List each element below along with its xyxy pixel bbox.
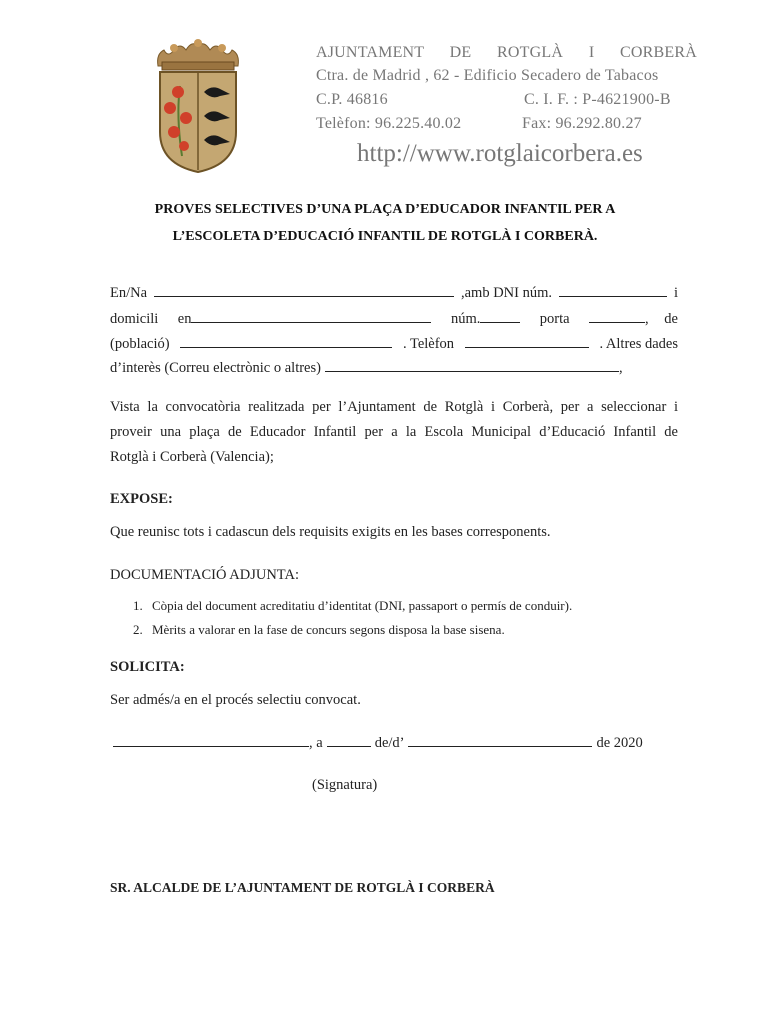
documents-heading: DOCUMENTACIÓ ADJUNTA: [110,567,299,583]
intro-line-3: Rotglà i Corberà (Valencia); [110,449,274,465]
date-a-label: , a [309,735,323,751]
intro-line-1: Vista la convocatòria realitzada per l’Ajuntament de Rotglà i Corberà, per a seleccionar i [110,399,678,415]
signature-label: (Signatura) [312,777,378,793]
contact-comma: , [618,360,623,376]
door-field[interactable] [589,310,645,323]
interest-label: d’interès (Correu electrònic o altres) [110,360,321,376]
in-label: en [177,311,192,327]
addressee: SR. ALCALDE DE L’AJUNTAMENT DE ROTGLÀ I CORBERÀ [110,880,495,895]
date-row [113,734,643,752]
crown-icon [158,39,239,70]
door-label: porta [539,311,570,327]
street-field[interactable] [191,310,431,323]
intro-line-2: proveir una plaça de Educador Infantil per a la Escola Municipal d’Educació Infantil de [110,424,678,440]
dni-field[interactable] [559,284,667,297]
postal-code: C.P. 46816 [316,91,388,108]
dni-label: ,amb DNI núm. [460,285,552,301]
num-label: núm. [450,311,481,327]
domicile-label: domicili [110,311,159,327]
document-item-number: 2. [133,622,143,637]
applicant-name-row [110,284,678,302]
street-number-field[interactable] [480,310,520,323]
solicita-text: Ser admés/a en el procés selectiu convocat. [110,692,361,708]
place-field[interactable] [113,734,309,747]
month-field[interactable] [408,734,592,747]
town-field[interactable] [180,335,392,348]
contact-row [110,359,623,377]
institution-address: Ctra. de Madrid , 62 - Edificio Secadero de Tabacos [316,67,659,84]
phone-number: Telèfon: 96.225.40.02 [316,115,462,132]
year-label: de 2020 [596,735,643,751]
fax-number: Fax: 96.292.80.27 [522,115,642,132]
document-title-line2: L’ESCOLETA D’EDUCACIÓ INFANTIL DE ROTGLÀ I CORBERÀ. [172,229,598,244]
town-label: (població) [110,336,170,352]
coat-of-arms-logo [150,36,246,176]
document-item-1 [133,598,572,614]
domicile-row [110,310,678,328]
document-item-2 [133,622,505,638]
solicita-heading: SOLICITA: [110,659,185,675]
name-field[interactable] [154,284,454,297]
contact-field[interactable] [325,359,619,372]
other-data-label: . Altres dades [599,336,678,352]
document-item-text: Còpia del document acreditatiu d’identitat (DNI, passaport o permís de conduir). [152,598,573,613]
date-of-label: de/d’ [374,735,405,751]
tax-id: C. I. F. : P-4621900-B [524,91,671,108]
day-field[interactable] [327,734,371,747]
document-item-number: 1. [133,598,143,613]
institution-name: AJUNTAMENT DE ROTGLÀ I CORBERÀ [316,44,697,61]
document-title-line1: PROVES SELECTIVES D’UNA PLAÇA D’EDUCADOR INFANTIL PER A [154,202,616,217]
and-label: i [673,285,678,301]
document-item-text: Mèrits a valorar en la fase de concurs segons disposa la base sisena. [152,622,505,637]
of-label: , de [645,311,678,327]
expose-heading: EXPOSE: [110,491,173,507]
expose-text: Que reunisc tots i cadascun dels requisits exigits en les bases corresponents. [110,524,551,540]
phone-field[interactable] [465,335,589,348]
town-phone-row [110,335,678,353]
name-label: En/Na [110,285,148,301]
website-link[interactable]: http://www.rotglaicorbera.es [357,140,643,167]
phone-label: . Telèfon [403,336,455,352]
